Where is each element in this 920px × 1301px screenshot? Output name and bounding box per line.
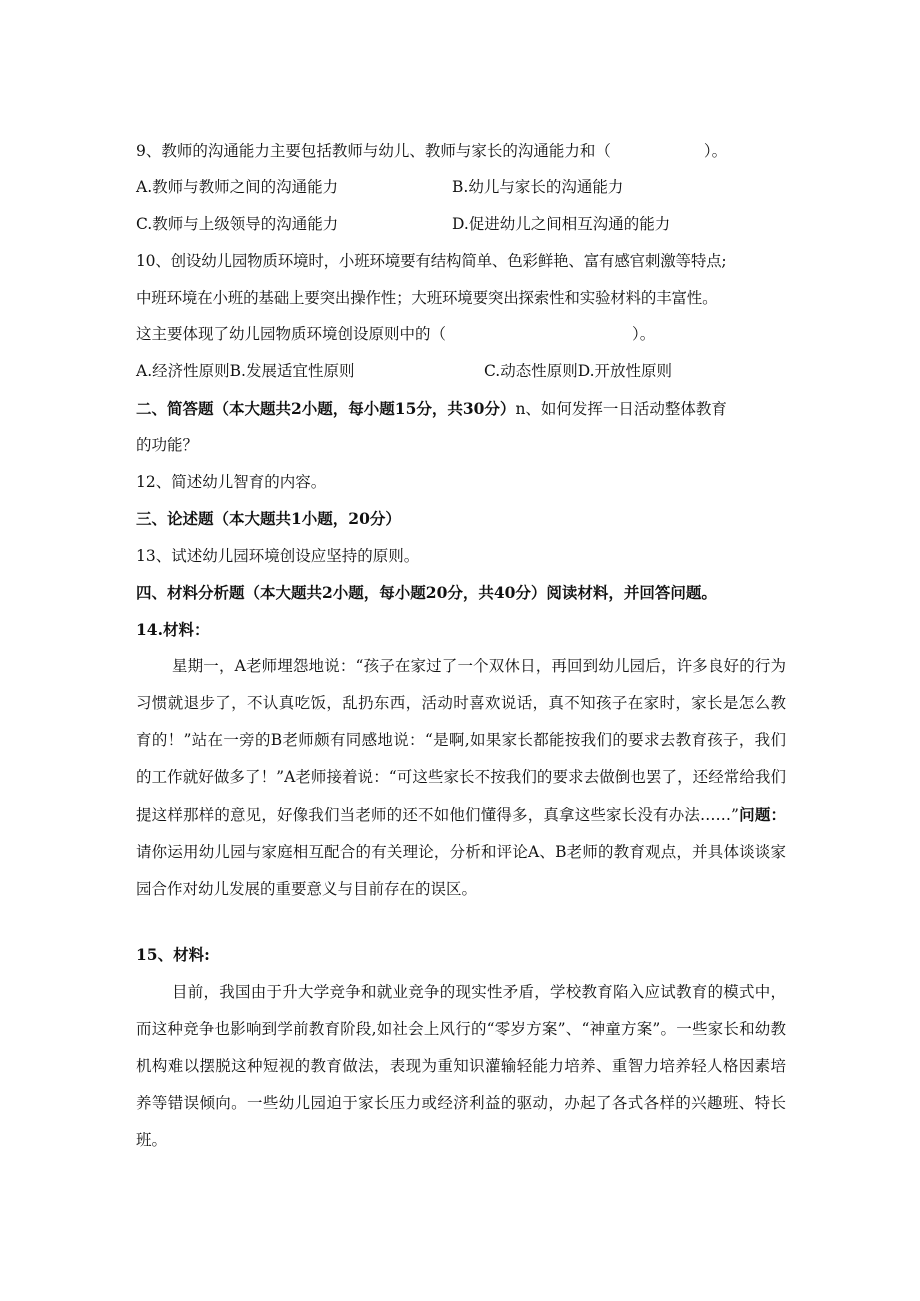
section4-heading: 四、材料分析题（本大题共2小题，每小题20分，共40分）阅读材料，并回答问题。 [136, 583, 717, 602]
section2-row [136, 398, 727, 420]
q9-option-d: D.促进幼儿之间相互沟通的能力 [452, 215, 671, 233]
q13-text: 13、试述幼儿园环境创设应坚持的原则。 [136, 547, 420, 565]
q9-option-a: A.教师与教师之间的沟通能力 [136, 178, 339, 196]
q14-label: 14.材料： [136, 620, 210, 639]
q9-stem: 9、教师的沟通能力主要包括教师与幼儿、教师与家长的沟通能力和（ ）。 [136, 142, 728, 160]
q11-text: n、如何发挥一日活动整体教育 [515, 400, 727, 418]
q14-material-text: 星期一，A老师埋怨地说：“孩子在家过了一个双休日，再回到幼儿园后，许多良好的行为习惯就退步了，不认真吃饭，乱扔东西，活动时喜欢说话，真不知孩子在家时，家长是怎么教育的！”站在一旁的B老师颇有同感地说：“是啊,如果家长都能按我们的要求去教育孩子，我们的工作就好做多了！”A老师接着说：“可这些家长不按我们的要求去做倒也罢了，还经常给我们提这样那样的意见，好像我们当老师的还不如他们懂得多，真拿这些家长没有办法……” [136, 657, 786, 824]
q9-option-b: B.幼儿与家长的沟通能力 [452, 178, 624, 196]
q10-line-2: 中班环境在小班的基础上要突出操作性；大班环境要突出探索性和实验材料的丰富性。 [136, 289, 718, 307]
q15-material: 目前，我国由于升大学竞争和就业竞争的现实性矛盾，学校教育陷入应试教育的模式中，而这种竞争也影响到学前教育阶段,如社会上风行的“零岁方案”、“神童方案”。一些家长和幼教机构难以摆脱这种短视的教育做法，表现为重知识灌输轻能力培养、重智力培养轻人格因素培养等错误倾向。一些幼儿园迫于家长压力或经济利益的驱动，办起了各式各样的兴趣班、特长班。 [136, 983, 786, 1149]
q10-option-cd: C.动态性原则D.开放性原则 [484, 362, 673, 380]
q10-line-3: 这主要体现了幼儿园物质环境创设原则中的（ ）。 [136, 325, 656, 343]
q14-material [136, 648, 786, 908]
q14-question-label: 问题： [738, 805, 786, 824]
q14-question-text: 请你运用幼儿园与家庭相互配合的有关理论，分析和评论A、B老师的教育观点，并具体谈谈家园合作对幼儿发展的重要意义与目前存在的误区。 [136, 843, 786, 898]
q10-option-ab: A.经济性原则B.发展适宜性原则 [136, 362, 355, 380]
section3-heading: 三、论述题（本大题共1小题，20分） [136, 509, 401, 528]
q11-continuation: 的功能？ [136, 436, 199, 454]
q15-label: 15、材料: [136, 945, 210, 964]
q10-line-1: 10、创设幼儿园物质环境时，小班环境要有结构简单、色彩鲜艳、富有感官刺激等特点; [136, 252, 727, 270]
q12-text: 12、简述幼儿智育的内容。 [136, 473, 327, 491]
section2-heading: 二、简答题（本大题共2小题，每小题15分，共30分） [136, 399, 516, 418]
q9-option-c: C.教师与上级领导的沟通能力 [136, 215, 339, 233]
